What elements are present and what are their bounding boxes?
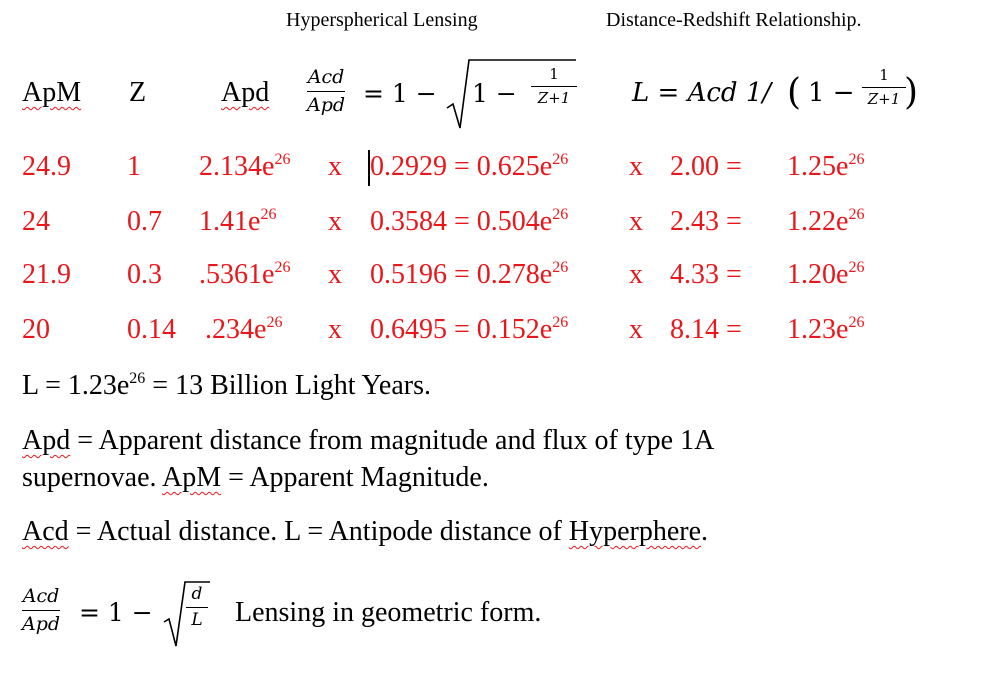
formula2-left-paren: ( [787, 72, 802, 113]
column-label-apd: Apd [221, 77, 270, 108]
row-2-multiplier: 2.43 = [670, 206, 742, 237]
row-3-multiplier: 4.33 = [670, 259, 742, 290]
row-1-apd: $2.134e^{26}$ [199, 151, 291, 182]
row-3-x2: x [629, 259, 643, 290]
row-2-z: 0.7 [127, 206, 162, 237]
row-4-apm: 20 [22, 314, 50, 345]
row-1-multiplier: 2.00 = [670, 151, 742, 182]
row-4-x1: x [328, 314, 342, 345]
formula3-inner-numerator: d [191, 584, 203, 604]
formula3-inner-fraction [186, 586, 208, 629]
formula3-caption: Lensing in geometric form. [235, 597, 542, 628]
row-4-apd: $.234e^{26}$ [205, 314, 283, 345]
row-2-factor: $0.3584 = 0.504e^{26}$ [370, 206, 569, 237]
definition-acd: Acd = Actual distance. L = Antipode distance of Hyperphere. [22, 516, 709, 547]
formula2-right-paren: ) [904, 72, 919, 113]
formula1-denominator: Apd [307, 94, 346, 116]
formula2-inner-numerator: 1 [879, 66, 889, 84]
row-4-z: 0.14 [127, 314, 176, 345]
row-1-x2: x [629, 151, 643, 182]
row-2-x2: x [629, 206, 643, 237]
formula1-numerator: Acd [307, 66, 345, 88]
row-3-apm: 21.9 [22, 259, 71, 290]
row-1-result: $1.25e^{26}$ [787, 151, 865, 182]
column-label-apm: ApM [22, 77, 82, 108]
row-1-apm: 24.9 [22, 151, 71, 182]
row-4-multiplier: 8.14 = [670, 314, 742, 345]
definition-apd: Apd = Apparent distance from magnitude and flux of type 1A [22, 425, 715, 456]
row-3-factor: $0.5196 = 0.278e^{26}$ [370, 259, 569, 290]
row-4-factor: $0.6495 = 0.152e^{26}$ [370, 314, 569, 345]
row-2-apd: $1.41e^{26}$ [199, 206, 277, 237]
row-3-z: 0.3 [127, 259, 162, 290]
row-1-factor: $0.2929 = 0.625e^{26}$ [370, 151, 569, 182]
formula3-inner-denominator: L [191, 610, 203, 630]
heading-hyperspherical-lensing: Hyperspherical Lensing [286, 9, 478, 31]
formula3-equals: = 1 − [79, 598, 153, 627]
column-label-z: Z [129, 77, 147, 108]
formula1-inner: 1 − [472, 79, 517, 108]
row-2-apm: 24 [22, 206, 50, 237]
formula3-numerator: Acd [22, 585, 60, 607]
formula2-lhs: L = Acd 1/ [632, 78, 772, 108]
row-4-x2: x [629, 314, 643, 345]
row-1-x1: x [328, 151, 342, 182]
summary-line: $L = 1.23e^{26} = 13$ Billion Light Years. [22, 370, 431, 401]
formula3-denominator: Apd [22, 613, 61, 635]
formula2-inner: 1 − [808, 78, 855, 108]
formula1-inner-numerator: 1 [549, 65, 559, 83]
row-3-result: $1.20e^{26}$ [787, 259, 865, 290]
row-2-result: $1.22e^{26}$ [787, 206, 865, 237]
row-1-z: 1 [127, 151, 141, 182]
formula1-equals: = 1 − [363, 79, 437, 108]
formula1-inner-denominator: Z+1 [537, 89, 571, 107]
formula2-inner-denominator: Z+1 [867, 90, 901, 108]
row-3-apd: $.5361e^{26}$ [199, 259, 291, 290]
row-4-result: $1.23e^{26}$ [787, 314, 865, 345]
row-3-x1: x [328, 259, 342, 290]
heading-distance-redshift: Distance-Redshift Relationship. [606, 9, 862, 31]
row-2-x1: x [328, 206, 342, 237]
definition-apm: supernovae. ApM = Apparent Magnitude. [22, 462, 489, 493]
